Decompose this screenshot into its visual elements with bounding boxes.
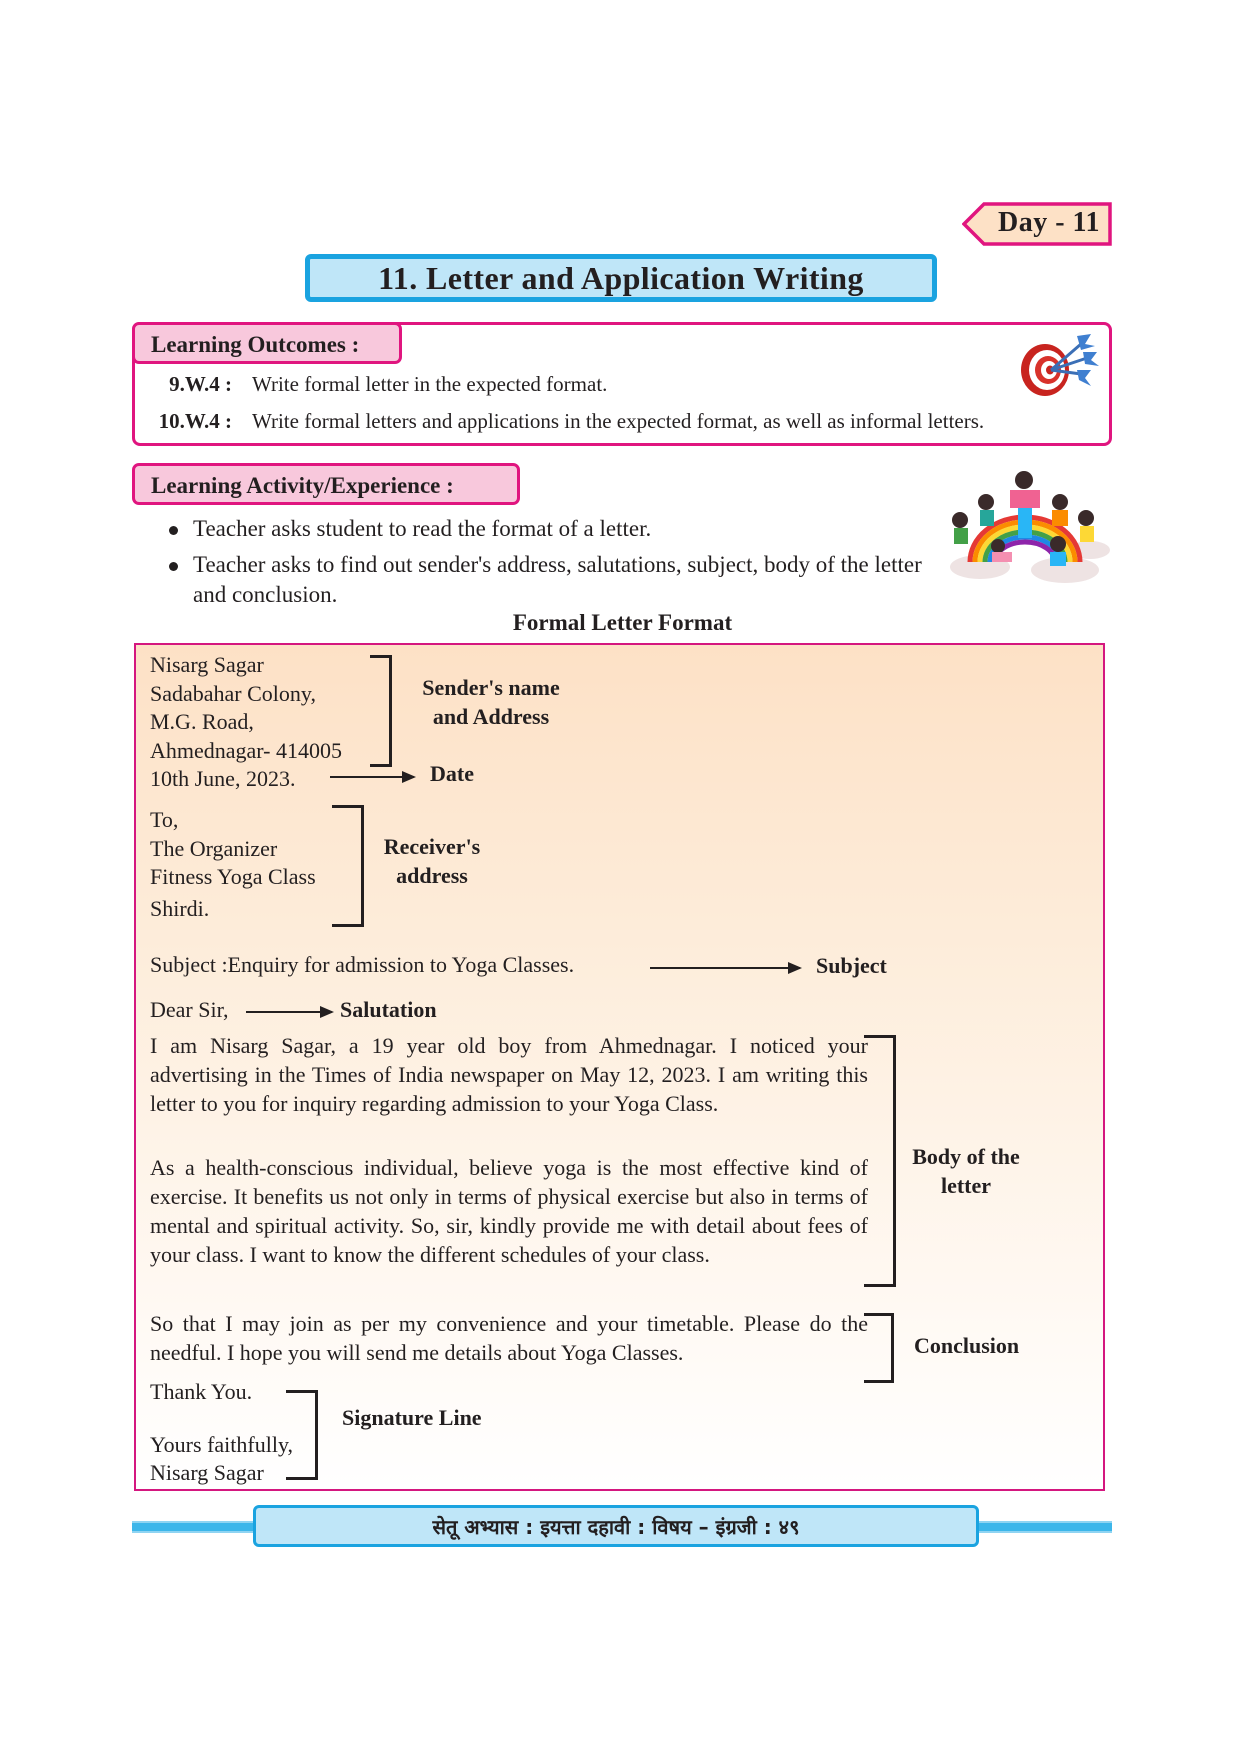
letter-body-paragraph-2: As a health-conscious individual, believe yoga is the most effective kind of exercise. It benefits us not only in terms of physical exercise but also in terms of mental and spiritual activity. So, sir, kindly provide me with detail about fees of your class. I want to know the different schedules of your class. [150,1155,868,1267]
letter-date: 10th June, 2023. [150,766,296,791]
signature-bracket [286,1390,318,1480]
sender-address [150,651,342,794]
salutation-arrow-icon [246,1011,332,1013]
day-tag [962,202,1112,244]
children-reading-illustration-icon [940,462,1110,592]
label-receiver: Receiver's address [383,834,481,888]
letter-salutation: Dear Sir, [150,997,229,1022]
closing-thanks: Thank You. [150,1379,253,1404]
label-salutation: Salutation [340,997,437,1022]
outcome-text: Write formal letters and applications in the expected format, as well as informal letters. [252,409,985,433]
day-label: Day - 11 [998,207,1100,238]
formal-letter-format-heading: Formal Letter Format [512,610,733,635]
label-subject: Subject [816,953,887,978]
receiver-line: The Organizer [150,835,278,861]
body-bracket [864,1035,896,1287]
learning-activity-heading: Learning Activity/Experience : [132,463,520,505]
receiver-address [150,806,316,923]
outcome-code: 10.W.4 : [158,409,232,433]
sender-line: Nisarg Sagar [150,652,264,677]
formal-letter-box [134,643,1105,1491]
outcome-item [132,372,607,397]
closing-yours-faithfully: Yours faithfully, [150,1432,294,1457]
sender-bracket [370,655,392,767]
footer-text: सेतू अभ्यास : इयत्ता दहावी : विषय – इंग्रजी : ४९ [432,1514,800,1539]
receiver-line: Fitness Yoga Class [150,864,316,889]
subject-arrow-icon [650,967,800,969]
outcome-text: Write formal letter in the expected format. [252,372,608,396]
closing-signature-name: Nisarg Sagar [150,1460,264,1485]
label-date: Date [430,761,474,786]
conclusion-bracket [864,1313,894,1383]
sender-line: Sadabahar Colony, [150,680,316,706]
sender-line: Ahmednagar- 414005 [150,737,343,763]
activity-item: Teacher asks student to read the format of a letter. [165,514,945,544]
receiver-line: To, [150,807,179,832]
sender-line: M.G. Road, [150,709,254,734]
dartboard-target-icon [1015,330,1100,400]
receiver-line: Shirdi. [150,895,210,921]
label-conclusion: Conclusion [914,1333,1020,1358]
label-body: Body of the letter [912,1144,1020,1198]
label-signature: Signature Line [342,1405,482,1430]
chapter-title-banner [305,254,937,302]
letter-conclusion: So that I may join as per my convenience and your timetable. Please do the needful. I hope you will send me details about Yoga Classes. [150,1311,868,1365]
activity-item: Teacher asks to find out sender's address, salutations, subject, body of the letter and conclusion. [165,550,945,610]
outcome-item [132,409,984,434]
letter-body-paragraph-1: I am Nisarg Sagar, a 19 year old boy from Ahmednagar. I noticed your advertising in the Times of India newspaper on May 12, 2023. I am writing this letter to you for inquiry regarding admission to your Yoga Class. [150,1033,868,1116]
label-sender: Sender's name and Address [422,675,560,729]
date-arrow-icon [330,776,414,778]
receiver-bracket [332,805,364,927]
learning-outcomes-heading: Learning Outcomes : [132,322,402,364]
outcome-code: 9.W.4 : [169,372,232,396]
letter-subject: Subject :Enquiry for admission to Yoga Classes. [150,952,575,977]
activity-list [165,514,945,616]
page-footer [253,1505,979,1547]
chapter-title: 11. Letter and Application Writing [378,259,864,296]
